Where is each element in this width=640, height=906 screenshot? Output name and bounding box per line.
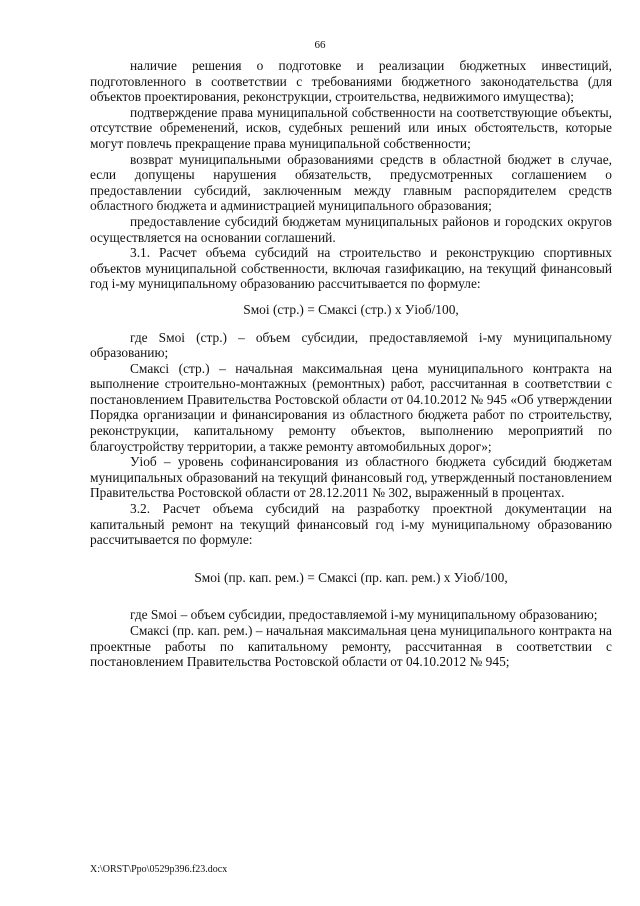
formula-design: Sмoi (пр. кап. рем.) = Смаксi (пр. кап. рем.) х Уiоб/100,: [194, 569, 508, 585]
paragraph: где Sмoi (стр.) – объем субсидии, предоставляемой i-му муниципальному образованию;: [90, 329, 612, 361]
paragraph: Смаксi (пр. кап. рем.) – начальная максимальная цена муниципального контракта на проектные работы по капитальному ремонту, рассчитанная в соответствии с постановлением Правительства Ростовской области от 04.10.2012 № 945;: [90, 623, 612, 670]
file-path-footer: X:\ORST\Ppo\0529p396.f23.docx: [90, 864, 228, 875]
document-body: [90, 58, 612, 670]
page-number: 66: [314, 39, 326, 51]
paragraph: возврат муниципальными образованиями средств в областной бюджет в случае, если допущены нарушения обязательств, предусмотренных соглашением о предоставлении субсидий, заключенным между главным распорядителем средств областного бюджета и администрацией муниципального образования;: [90, 151, 612, 214]
formula-construction: Sмoi (стр.) = Смаксi (стр.) х Уiоб/100,: [243, 301, 459, 317]
paragraph: где Sмoi – объем субсидии, предоставляемой i-му муниципальному образованию;: [130, 607, 598, 623]
paragraph: Уiоб – уровень софинансирования из областного бюджета субсидий бюджетам муниципальных образований на текущий финансовый год, утвержденный постановлением Правительства Ростовской области от 28.12.2011 № 302, выраженный в процентах.: [90, 454, 612, 501]
paragraph-section-3-2: 3.2. Расчет объема субсидий на разработку проектной документации на капитальный ремонт на текущий финансовый год i-му муниципальному образованию рассчитывается по формуле:: [90, 501, 612, 548]
paragraph: предоставление субсидий бюджетам муниципальных районов и городских округов осуществляется на основании соглашений.: [90, 213, 612, 245]
paragraph-section-3-1: 3.1. Расчет объема субсидий на строительство и реконструкцию спортивных объектов муниципальной собственности, включая газификацию, на текущий финансовый год i-му муниципальному образованию рассчитывается по формуле:: [90, 245, 612, 292]
paragraph: подтверждение права муниципальной собственности на соответствующие объекты, отсутствие обременений, исков, судебных решений или иных обстоятельств, которые могут повлечь прекращение права муниципальной собственности;: [90, 104, 612, 151]
paragraph: Смаксi (стр.) – начальная максимальная цена муниципального контракта на выполнение строительно-монтажных (ремонтных) работ, рассчитанная в соответствии с постановлением Правительства Ростовской области от 04.10.2012 № 945 «Об утверждении Порядка организации и финансирования из областного бюджета работ по строительству, реконструкции, капитальному ремонту объектов, выполнению мероприятий по благоустройству территории, а также ремонту автомобильных дорог»;: [90, 360, 612, 454]
paragraph: наличие решения о подготовке и реализации бюджетных инвестиций, подготовленного в соответствии с требованиями бюджетного законодательства (для объектов проектирования, реконструкции, строительства, недвижимого имущества);: [90, 58, 612, 105]
